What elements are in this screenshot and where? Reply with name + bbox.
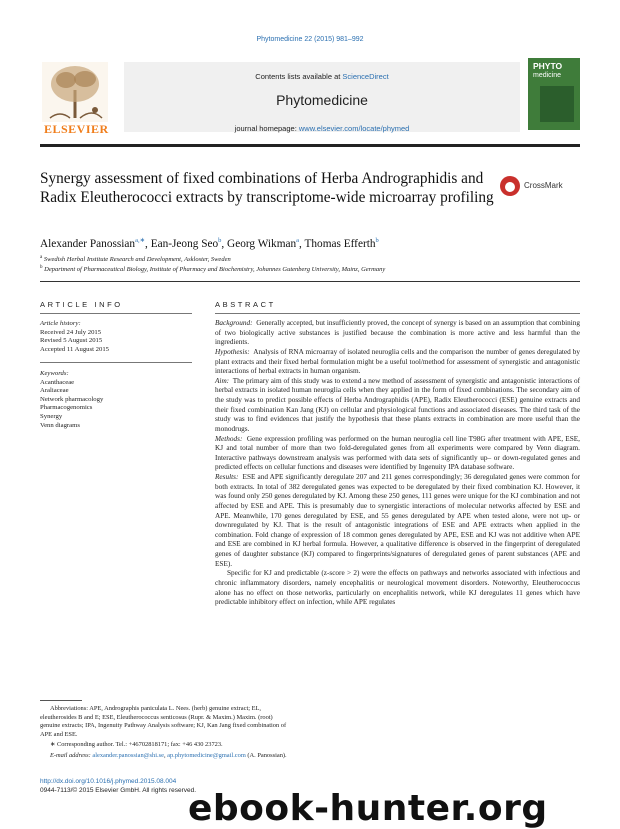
abstract-rule — [215, 313, 580, 314]
corresponding-author-footnote: ∗ Corresponding author. Tel.: +46702818171; fax: +46 430 23723. — [50, 741, 223, 749]
copyright-notice: 0944-7113/© 2015 Elsevier GmbH. All rights reserved. — [40, 787, 197, 794]
author-name: Georg Wikman — [227, 237, 297, 250]
hypothesis-text: Analysis of RNA microarray of isolated neuroglia cells and the comparison the number of genes deregulated by plant extracts and their fixed herbal formulation might be a useful tool/method for assessment of synergistic and antagonistic interactions of herbal extracts in human organism. — [215, 347, 580, 376]
journal-reference[interactable]: Phytomedicine 22 (2015) 981–992 — [256, 36, 364, 43]
keyword[interactable]: Venn diagrams — [40, 421, 80, 429]
affiliation-mark: a — [40, 255, 43, 260]
background-text: Generally accepted, but insufficiently proved, the concept of synergy is based on an assumption that combining of two biologically active substances is justified because the combination is more active and less harmful than the ingredients. — [215, 319, 581, 347]
contents-prefix: Contents lists available at — [255, 72, 343, 81]
cover-title: PHYTO — [533, 61, 563, 71]
methods-label: Methods: — [215, 434, 243, 443]
keyword[interactable]: Network pharmacology — [40, 395, 104, 403]
author-separator: , — [221, 237, 228, 250]
cover-image — [540, 86, 574, 122]
article-history — [40, 320, 190, 354]
abstract-body — [215, 319, 580, 608]
article-title: Synergy assessment of fixed combinations of Herba Andrographidis and Radix Eleutherococci extracts by transcriptome-wide microarray profiling — [40, 170, 494, 206]
abstract-results — [215, 473, 580, 569]
masthead — [40, 56, 580, 140]
keyword[interactable]: Acanthaceae — [40, 378, 75, 386]
keyword[interactable]: Araliaceae — [40, 387, 69, 395]
footnote-rule — [40, 700, 82, 701]
results-text: ESE and APE significantly deregulate 207 and 211 genes correspondingly; 36 deregulated genes were common for both extracts. In total of 382 deregulated genes was expected to be deregulated by their fixed combination KJ. However, it was found only 250 genes deregulated by KJ. Among these 250 genes, 111 genes were unique for the KJ combination and not affected by ESE and APE. This is presumably due to synergistic interactions of molecular networks affected by ESE and APE. Meanwhile, 170 genes deregulated by ESE, and 55 genes deregulated by APE when tested alone, were not up- or downregulated by KJ. That is the result of antagonistic integrations of ESE and APE extracts when applied in the combination. Fold change of expression of 18 common genes deregulated by APE, ESE and KJ was not additive when APE and ESE are combined in KJ herbal formula. However, a qualitative difference is observed in the fingerprint of deregulated genes of daughter substance (KJ) compared to fingerprints/signatures of deregulated genes of parent substances (APE and ESE). — [215, 473, 581, 568]
crossmark-label: CrossMark — [524, 181, 563, 190]
homepage-line — [124, 124, 520, 133]
affiliation-b — [40, 265, 580, 273]
author[interactable] — [227, 238, 299, 250]
author-list — [40, 236, 580, 250]
affiliation-mark: b — [40, 265, 43, 270]
author[interactable] — [40, 238, 145, 250]
sciencedirect-link[interactable]: ScienceDirect — [342, 72, 389, 81]
watermark-text: ebook-hunter.org — [188, 788, 548, 829]
email-suffix: (A. Panossian). — [247, 751, 287, 759]
journal-name: Phytomedicine — [276, 92, 368, 108]
abstract-methods — [215, 435, 580, 474]
abstract-heading: ABSTRACT — [215, 300, 276, 309]
elsevier-wordmark: ELSEVIER — [44, 122, 109, 136]
abbreviations-footnote: Abbreviations: APE, Andrographis paniculata L. Nees. (herb) genuine extract; EL, eleutherosides B and E; ESE, Eleutherococcus senticosus (Rupr. & Maxim.) Maxim. (root) genuine extracts; IPA, Ingenuity Pathway Analysis software; KJ, Kan Jang fixed combination of APE and ESE. — [40, 705, 287, 738]
homepage-prefix: journal homepage: — [234, 124, 299, 133]
keywords-block — [40, 370, 190, 430]
article-info-heading: ARTICLE INFO — [40, 300, 123, 309]
email-link[interactable]: ap.phytomedicine@gmail.com — [167, 751, 246, 759]
history-label: Article history: — [40, 320, 81, 327]
affiliation-text: Swedish Herbal Institute Research and Development, Askloster, Sweden — [43, 256, 231, 264]
author-separator: , — [299, 237, 305, 250]
abstract-background — [215, 319, 580, 348]
cover-subtitle: medicine — [533, 72, 562, 79]
contents-line — [124, 72, 520, 81]
received-date: Received 24 July 2015 — [40, 328, 102, 336]
methods-text: Gene expression profiling was performed on the human neuroglia cell line T98G after treatment with APE, ESE, KJ and total number of more than two fold-deregulated genes from all experiments were compared by Venn diagram. Interactive pathways downstream analysis was performed with data sets of significantly up– or down-regulated genes and predicted effects on cellular functions and diseases were identified by Ingenuity IPA database software. — [215, 434, 580, 472]
author-separator: , — [145, 237, 151, 250]
author-name: Ean-Jeong Seo — [150, 237, 219, 250]
author[interactable] — [151, 238, 222, 250]
abstract-aim — [215, 377, 580, 435]
article-info-rule — [40, 313, 192, 314]
abstract-hypothesis — [215, 348, 580, 377]
accepted-date: Accepted 11 August 2015 — [40, 345, 110, 353]
email-label: E-mail address: — [50, 751, 91, 759]
footnotes — [40, 705, 292, 763]
revised-date: Revised 5 August 2015 — [40, 337, 103, 345]
affiliation-text: Department of Pharmaceutical Biology, Institute of Pharmacy and Biochemistry, Johannes Gutenberg University, Mainz, Germany — [44, 266, 386, 274]
email-link[interactable]: alexander.panossian@shi.se — [92, 751, 164, 759]
results-label: Results: — [215, 473, 239, 481]
author-block-rule — [40, 281, 580, 282]
crossmark-icon — [500, 176, 520, 196]
keywords-label: Keywords: — [40, 370, 69, 377]
author[interactable] — [305, 238, 379, 250]
background-label: Background: — [215, 319, 253, 327]
author-affiliation-mark[interactable]: b — [218, 237, 222, 244]
masthead-band — [124, 62, 520, 132]
aim-text: The primary aim of this study was to extend a new method of assessment of synergistic and antagonistic interactions of herbal extracts in isolated human neuroglia cells when they applied in the form of fixed combinations. The secondary aim of the study was to predict possible effects of Herba Andrographidis (APE), Radix Eleutherococci (ESE) genuine extracts and their fixed combination Kan Jang (KJ) on cellular and physiological functions and associated diseases. The third task of the study was to find evidences that justify the hypothesis that these plants extracts in combination are more useful than the monodrugs. — [215, 376, 580, 433]
author-name: Alexander Panossian — [40, 237, 136, 250]
author-name: Thomas Efferth — [304, 237, 376, 250]
aim-label: Aim: — [215, 376, 230, 385]
author-affiliation-mark[interactable]: a,∗ — [135, 237, 146, 244]
email-footnote: E-mail address: alexander.panossian@shi.se, ap.phytomedicine@gmail.com (A. Panossian). — [50, 751, 287, 759]
author-affiliation-mark[interactable]: b — [375, 237, 379, 244]
hypothesis-label: Hypothesis: — [215, 347, 250, 356]
history-rule — [40, 362, 192, 363]
affiliation-a — [40, 255, 580, 263]
crossmark-button[interactable] — [500, 175, 580, 197]
header-rule — [40, 144, 580, 147]
keyword[interactable]: Pharmacogenomics — [40, 404, 93, 412]
doi-link[interactable]: http://dx.doi.org/10.1016/j.phymed.2015.08.004 — [40, 778, 177, 785]
keyword[interactable]: Synergy — [40, 412, 63, 420]
journal-homepage-link[interactable]: www.elsevier.com/locate/phymed — [298, 124, 410, 133]
abstract-specific: Specific for KJ and predictable (z-score > 2) were the effects on pathways and networks associated with infectious and chronic inflammatory disorders, namely encephalitis or neurological movement disorders. Noteworthy, Eleutherococcus alone has no effect on those networks, particularly on encephalitis network, while KJ deregulates 11 genes which have predictable inhibitory effect on infection, while APE regulates — [215, 569, 580, 607]
journal-cover-thumbnail — [528, 58, 580, 130]
author-affiliation-mark[interactable]: a — [296, 237, 300, 244]
